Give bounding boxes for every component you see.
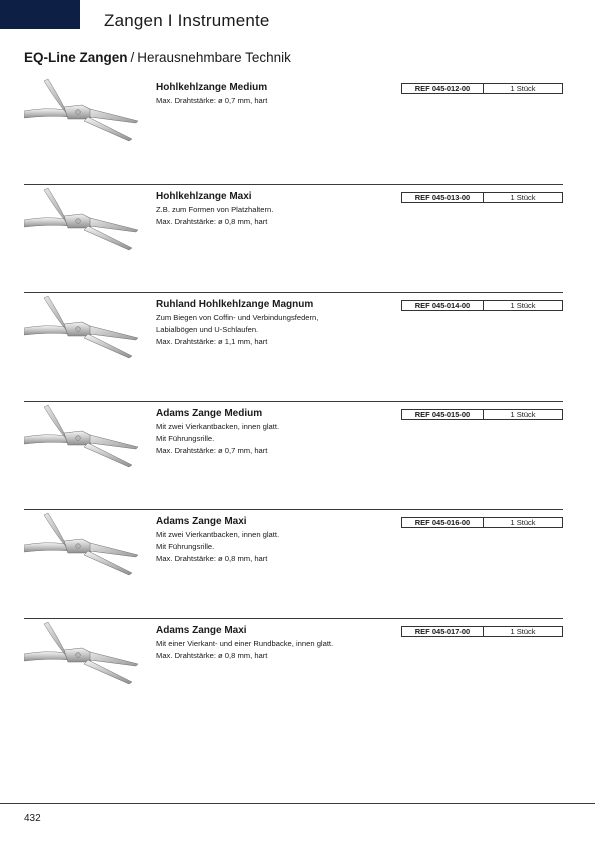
pliers-image xyxy=(24,620,142,696)
ref-quantity: 1 Stück xyxy=(510,410,536,419)
product-description-line: Labialbögen und U-Schlaufen. xyxy=(156,325,259,334)
product-description xyxy=(156,204,406,228)
pliers-image xyxy=(24,403,142,479)
ref-box xyxy=(401,409,563,420)
page-number: 432 xyxy=(24,813,41,824)
subtitle-category: Herausnehmbare Technik xyxy=(137,50,291,65)
ref-code: REF 045-012-00 xyxy=(402,84,484,93)
product-row xyxy=(24,184,563,292)
product-description-line: Mit einer Vierkant- und einer Rundbacke, innen glatt. xyxy=(156,639,334,648)
ref-code: REF 045-015-00 xyxy=(402,410,484,419)
pliers-image xyxy=(24,511,142,587)
ref-code: REF 045-017-00 xyxy=(402,627,484,636)
product-row xyxy=(24,618,563,726)
row-divider xyxy=(24,401,563,402)
pliers-image xyxy=(24,294,142,370)
ref-quantity: 1 Stück xyxy=(510,301,536,310)
product-row xyxy=(24,401,563,509)
ref-box xyxy=(401,300,563,311)
product-description-line: Mit Führungsrille. xyxy=(156,542,215,551)
product-description xyxy=(156,312,406,348)
product-description xyxy=(156,529,406,565)
product-description-line: Max. Drahtstärke: ø 0,8 mm, hart xyxy=(156,217,268,226)
product-description-line: Max. Drahtstärke: ø 0,7 mm, hart xyxy=(156,446,268,455)
product-description-line: Max. Drahtstärke: ø 0,7 mm, hart xyxy=(156,96,268,105)
product-description-line: Max. Drahtstärke: ø 1,1 mm, hart xyxy=(156,337,268,346)
product-description-line: Max. Drahtstärke: ø 0,8 mm, hart xyxy=(156,651,268,660)
product-description-line: Z.B. zum Formen von Platzhaltern. xyxy=(156,205,274,214)
ref-quantity: 1 Stück xyxy=(510,193,536,202)
ref-quantity: 1 Stück xyxy=(510,518,536,527)
ref-box xyxy=(401,83,563,94)
subtitle-separator: / xyxy=(130,50,135,65)
product-description xyxy=(156,95,406,107)
ref-box xyxy=(401,517,563,528)
page-subtitle xyxy=(24,50,291,65)
pliers-image xyxy=(24,77,142,153)
product-name: Hohlkehlzange Medium xyxy=(156,82,268,93)
product-description-line: Mit Führungsrille. xyxy=(156,434,215,443)
product-row xyxy=(24,292,563,400)
row-divider xyxy=(24,509,563,510)
product-description xyxy=(156,638,406,662)
ref-code: REF 045-013-00 xyxy=(402,193,484,202)
pliers-image xyxy=(24,186,142,262)
ref-code: REF 045-014-00 xyxy=(402,301,484,310)
ref-code: REF 045-016-00 xyxy=(402,518,484,527)
product-name: Adams Zange Maxi xyxy=(156,625,247,636)
product-description-line: Mit zwei Vierkantbacken, innen glatt. xyxy=(156,530,280,539)
subtitle-product-line: EQ-Line Zangen xyxy=(24,50,128,65)
product-row xyxy=(24,509,563,617)
product-description-line: Mit zwei Vierkantbacken, innen glatt. xyxy=(156,422,280,431)
product-name: Adams Zange Medium xyxy=(156,408,263,419)
product-name: Ruhland Hohlkehlzange Magnum xyxy=(156,299,314,310)
product-description xyxy=(156,421,406,457)
product-row xyxy=(24,75,563,183)
ref-box xyxy=(401,192,563,203)
product-description-line: Zum Biegen von Coffin- und Verbindungsfedern, xyxy=(156,313,319,322)
section-title: Zangen I Instrumente xyxy=(104,11,270,30)
product-name: Adams Zange Maxi xyxy=(156,516,247,527)
ref-quantity: 1 Stück xyxy=(510,627,536,636)
product-name: Hohlkehlzange Maxi xyxy=(156,191,252,202)
row-divider xyxy=(24,292,563,293)
ref-box xyxy=(401,626,563,637)
row-divider xyxy=(24,618,563,619)
product-description-line: Max. Drahtstärke: ø 0,8 mm, hart xyxy=(156,554,268,563)
footer-divider xyxy=(0,803,595,804)
header-corner-block xyxy=(0,0,80,29)
row-divider xyxy=(24,184,563,185)
ref-quantity: 1 Stück xyxy=(510,84,536,93)
